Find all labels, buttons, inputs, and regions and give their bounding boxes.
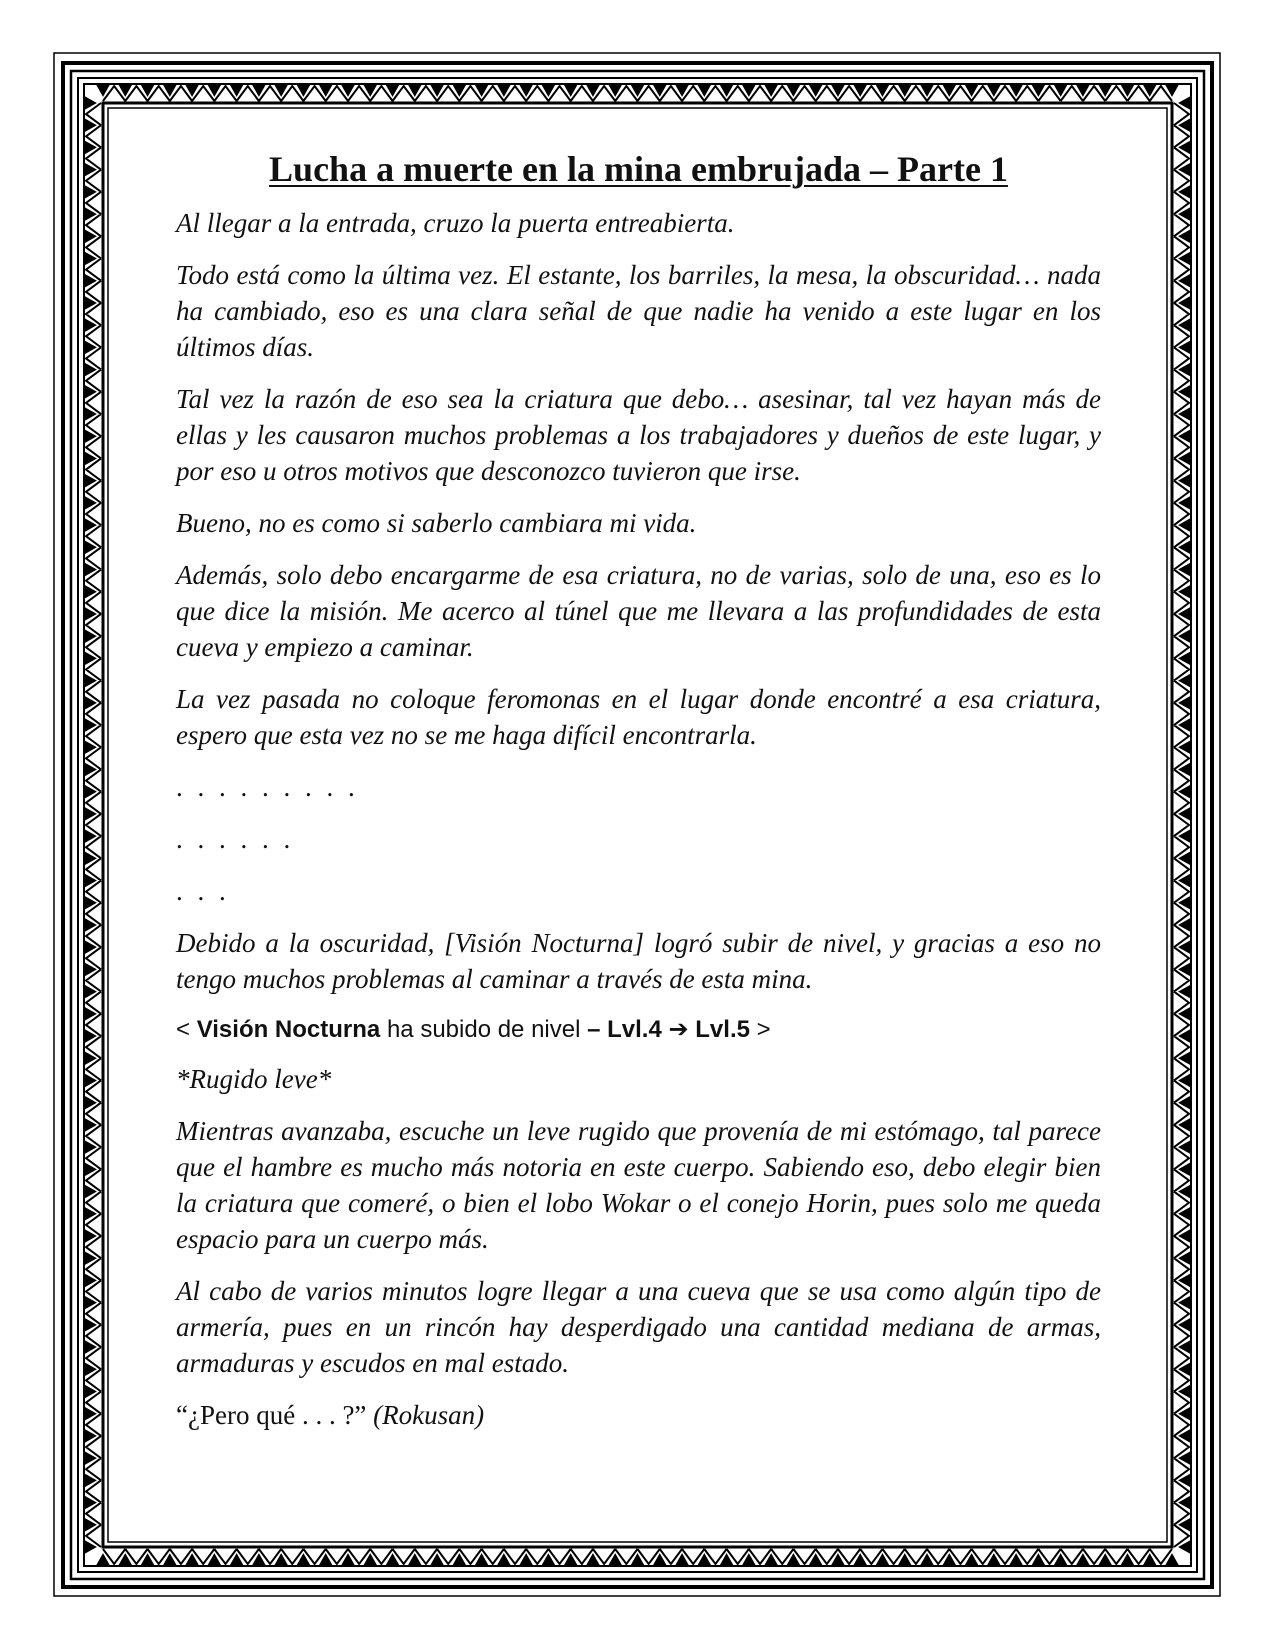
notice-open-bracket: < bbox=[176, 1016, 191, 1043]
paragraph-3: Tal vez la razón de eso sea la criatura que debo… asesinar, tal vez hayan más de ellas y les causaron muchos problemas a los trabajadores y dueños de este lugar, y por eso u otros motivos que desconozco tuvieron que irse. bbox=[176, 384, 1101, 486]
arrow-right-icon: ➔ bbox=[668, 1016, 689, 1043]
paragraph-4: Bueno, no es como si saberlo cambiara mi vida. bbox=[176, 508, 697, 538]
ellipsis-line-1: . . . . . . . . . bbox=[176, 772, 359, 802]
page-content bbox=[176, 145, 1101, 1433]
dialog-quote: “¿Pero qué . . . ?” bbox=[176, 1400, 367, 1430]
notice-close-bracket: > bbox=[756, 1016, 771, 1043]
paragraph-2: Todo está como la última vez. El estante, los barriles, la mesa, la obscuridad… nada ha cambiado, eso es una clara señal de que nadie ha venido a este lugar en los últimos días. bbox=[176, 260, 1101, 362]
level-up-notice bbox=[176, 1013, 1101, 1047]
paragraph-5: Además, solo debo encargarme de esa criatura, no de varias, solo de una, eso es lo que dice la misión. Me acerco al túnel que me llevara a las profundidades de esta cueva y empiezo a caminar. bbox=[176, 560, 1101, 662]
ellipsis-line-2: . . . . . . bbox=[176, 824, 295, 854]
dialog-speaker: (Rokusan) bbox=[373, 1400, 485, 1430]
paragraph-8: *Rugido leve* bbox=[176, 1064, 332, 1094]
paragraph-10: Al cabo de varios minutos logre llegar a una cueva que se usa como algún tipo de armería, pues en un rincón hay desperdigado una cantidad mediana de armas, armaduras y escudos en mal estado. bbox=[176, 1276, 1101, 1378]
notice-text: ha subido de nivel bbox=[380, 1016, 588, 1043]
paragraph-1: Al llegar a la entrada, cruzo la puerta entreabierta. bbox=[176, 208, 735, 238]
page-title: Lucha a muerte en la mina embrujada – Parte 1 bbox=[269, 149, 1008, 189]
paragraph-9: Mientras avanzaba, escuche un leve rugido que provenía de mi estómago, tal parece que el hambre es mucho más notoria en este cuerpo. Sabiendo eso, debo elegir bien la criatura que comeré, o bien el lobo Wokar o el conejo Horin, pues solo me queda espacio para un cuerpo más. bbox=[176, 1116, 1101, 1254]
paragraph-7: Debido a la oscuridad, [Visión Nocturna] logró subir de nivel, y gracias a eso no tengo muchos problemas al caminar a través de esta mina. bbox=[176, 928, 1101, 994]
old-level: – Lvl.4 bbox=[587, 1016, 662, 1043]
new-level: Lvl.5 bbox=[695, 1016, 750, 1043]
ellipsis-line-3: . . . bbox=[176, 876, 230, 906]
paragraph-6: La vez pasada no coloque feromonas en el lugar donde encontré a esa criatura, espero que esta vez no se me haga difícil encontrarla. bbox=[176, 684, 1101, 750]
skill-name: Visión Nocturna bbox=[196, 1016, 381, 1043]
dialog-line bbox=[176, 1397, 1101, 1433]
